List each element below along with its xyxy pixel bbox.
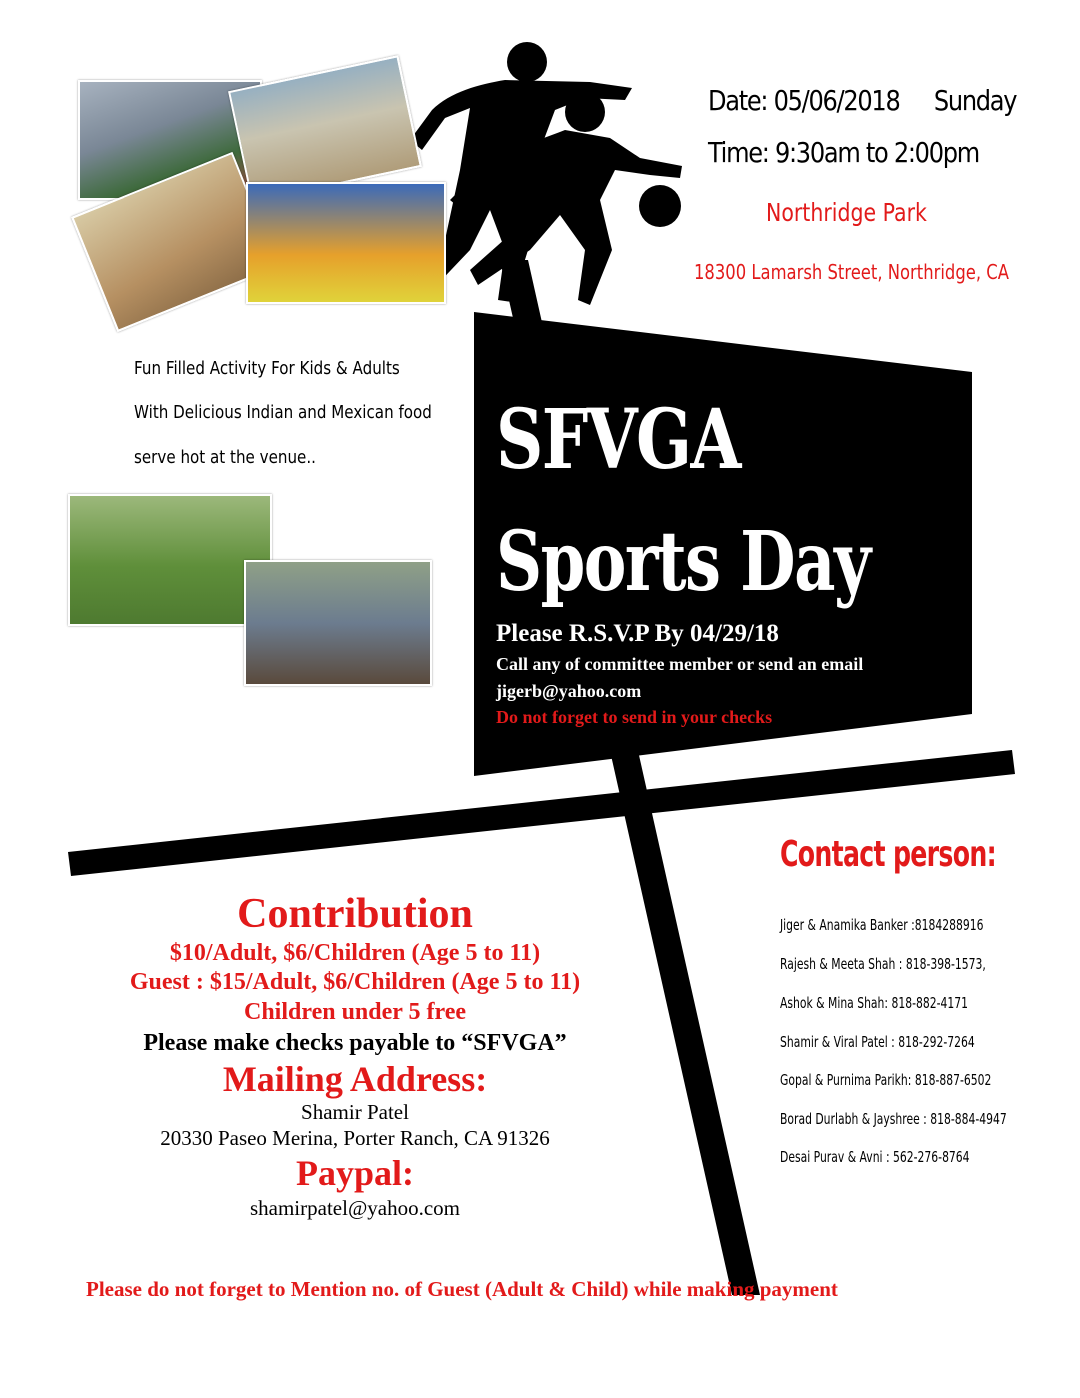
event-time: Time: 9:30am to 2:00pm	[708, 136, 979, 169]
contribution-line-2: Guest : $15/Adult, $6/Children (Age 5 to 11)	[129, 969, 581, 995]
contact-item: Shamir & Viral Patel : 818-292-7264	[780, 1033, 975, 1051]
poster-title-line-2: Sports Day	[496, 514, 870, 610]
blurb-line-2: With Delicious Indian and Mexican food	[134, 402, 432, 423]
contact-item: Gopal & Purnima Parikh: 818-887-6502	[780, 1071, 992, 1089]
mailing-name: Shamir Patel	[301, 1100, 409, 1124]
contact-item: Rajesh & Meeta Shah : 818-398-1573,	[780, 955, 986, 973]
rsvp-call-line: Call any of committee member or send an email	[496, 654, 864, 674]
rsvp-email: jigerb@yahoo.com	[496, 681, 642, 701]
photo-kids-running	[244, 560, 432, 686]
contact-item: Desai Purav & Avni : 562-276-8764	[780, 1148, 970, 1166]
payment-note: Please do not forget to Mention no. of Guest (Adult & Child) while making payment	[86, 1277, 838, 1301]
contribution-block	[60, 890, 650, 1221]
checks-reminder: Do not forget to send in your checks	[496, 707, 773, 727]
mailing-heading: Mailing Address:	[222, 1059, 488, 1099]
contact-list	[780, 916, 1080, 1186]
contact-item: Jiger & Anamika Banker :8184288916	[780, 916, 984, 934]
contact-item: Ashok & Mina Shah: 818-882-4171	[780, 994, 968, 1012]
mailing-address: 20330 Paseo Merina, Porter Ranch, CA 91326	[160, 1126, 550, 1150]
contribution-line-3: Children under 5 free	[243, 999, 466, 1025]
event-date: Date: 05/06/2018 Sunday	[708, 84, 1017, 117]
event-day: Sunday	[933, 84, 1017, 117]
contact-heading: Contact person:	[780, 834, 996, 875]
event-address: 18300 Lamarsh Street, Northridge, CA	[694, 260, 1009, 284]
contribution-line-1: $10/Adult, $6/Children (Age 5 to 11)	[169, 940, 541, 966]
rsvp-deadline: Please R.S.V.P By 04/29/18	[496, 620, 779, 647]
photo-kabaddi-team	[246, 182, 446, 304]
poster-title-line-1: SFVGA	[496, 392, 740, 488]
player-silhouettes	[410, 42, 682, 305]
blurb-line-1: Fun Filled Activity For Kids & Adults	[134, 358, 400, 379]
blurb-line-3: serve hot at the venue..	[134, 447, 316, 468]
contribution-heading: Contribution	[237, 891, 473, 937]
paypal-heading: Paypal:	[295, 1153, 414, 1193]
contact-item: Borad Durlabh & Jayshree : 818-884-4947	[780, 1110, 1007, 1128]
checks-payable: Please make checks payable to “SFVGA”	[143, 1030, 567, 1056]
paypal-email: shamirpatel@yahoo.com	[249, 1196, 461, 1220]
photo-kids-soccer	[68, 494, 272, 626]
event-venue: Northridge Park	[766, 198, 927, 227]
